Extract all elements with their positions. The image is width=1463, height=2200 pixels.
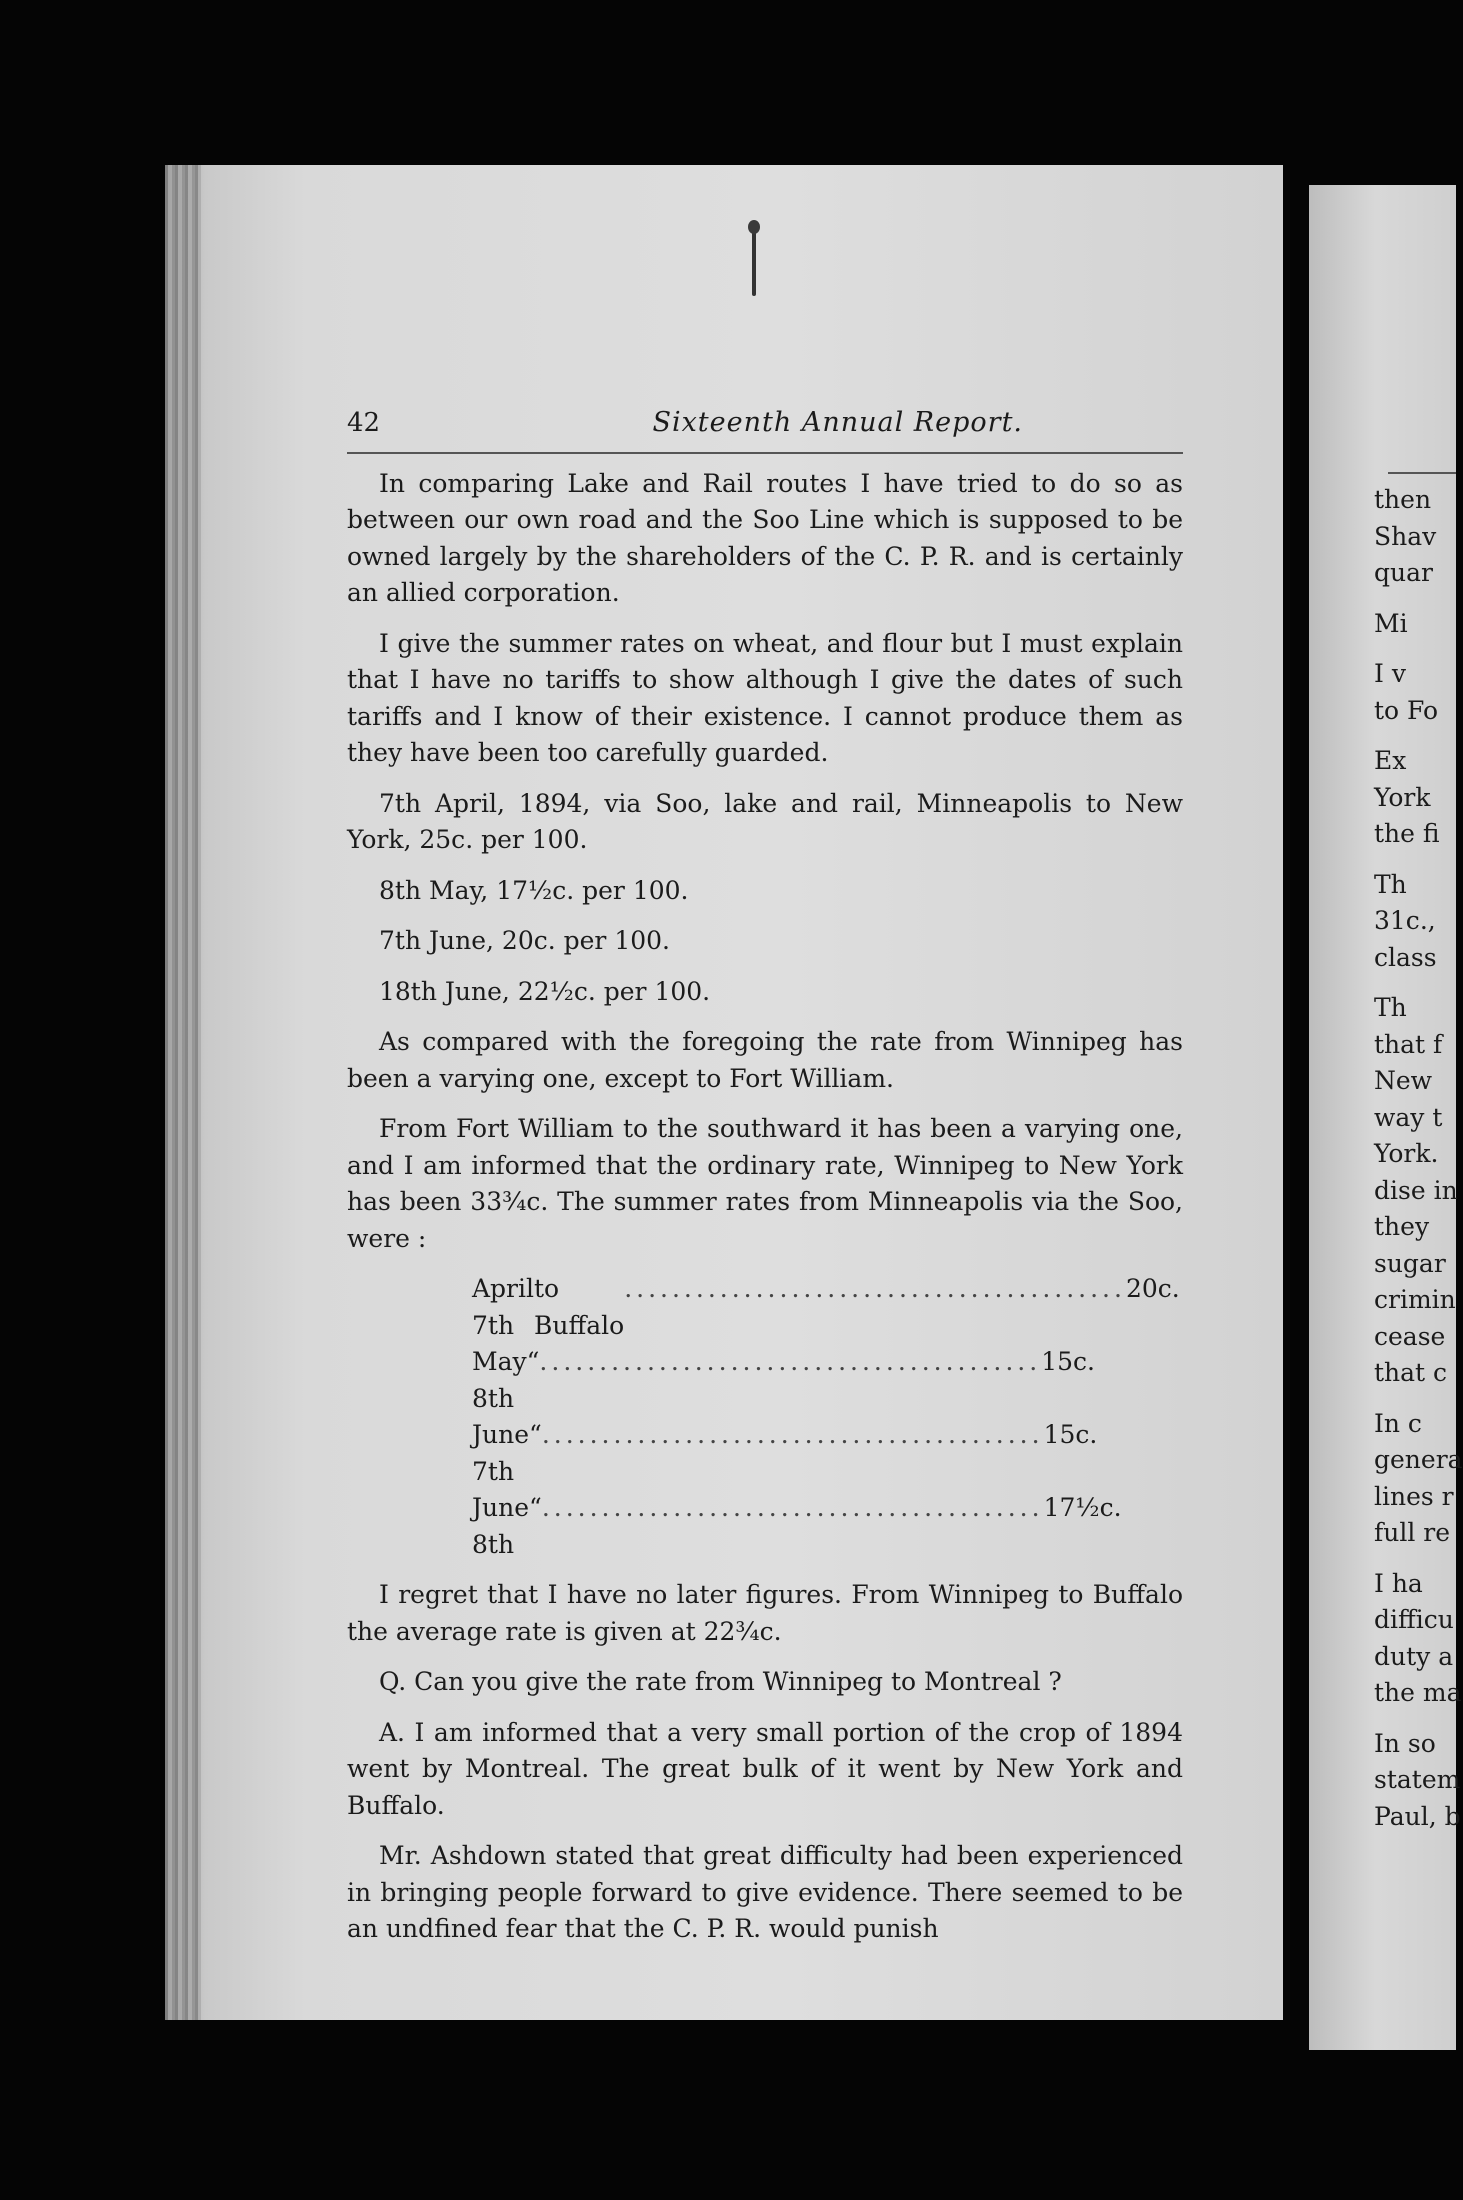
rate-destination: “ xyxy=(529,1493,542,1522)
paragraph: 7th April, 1894, via Soo, lake and rail, Minneapolis to New York, 25c. per 100. xyxy=(347,788,1183,854)
right-page-line: In so xyxy=(1374,1728,1436,1758)
ink-mark xyxy=(752,228,756,296)
rate-row xyxy=(472,1490,1122,1563)
rate-destination: “ xyxy=(529,1420,542,1449)
right-page-line: class xyxy=(1374,942,1437,972)
rate-row xyxy=(472,1417,1098,1490)
rate-value: 17½c. xyxy=(1043,1493,1122,1522)
page-text xyxy=(347,405,1183,1962)
rate-row xyxy=(472,1344,1095,1417)
right-page-line: way t xyxy=(1374,1102,1443,1132)
right-page-header-rule xyxy=(1388,472,1456,474)
rate-row xyxy=(472,1271,1180,1344)
right-page-line: the ma xyxy=(1374,1678,1462,1707)
right-page-line: cease xyxy=(1374,1321,1446,1351)
right-page-line: that c xyxy=(1374,1358,1448,1387)
paragraph: 8th May, 17½c. per 100. xyxy=(379,875,689,905)
rate-destination: “ xyxy=(526,1347,540,1376)
right-page-line: crimin xyxy=(1374,1285,1456,1314)
paragraph-gap xyxy=(1374,592,1456,606)
right-page-line: that f xyxy=(1374,1029,1443,1059)
paragraph: As compared with the foregoing the rate from Winnipeg has been a varying one, except to Fort William. xyxy=(347,1027,1183,1093)
right-page-line: Th xyxy=(1374,869,1407,899)
right-page-line: then xyxy=(1374,485,1432,514)
right-page-line: 31c., xyxy=(1374,906,1436,935)
paragraph-gap xyxy=(1374,642,1456,656)
running-header xyxy=(347,405,1183,454)
right-page-fragments xyxy=(1374,482,1463,1835)
paragraph-gap xyxy=(1374,853,1456,867)
rate-value: 15c. xyxy=(1043,1420,1098,1449)
paragraph-gap xyxy=(1374,729,1456,743)
paragraph: I regret that I have no later figures. From Winnipeg to Buffalo the average rate is given at 22¾c. xyxy=(347,1580,1183,1646)
right-page-line: Th xyxy=(1374,993,1407,1022)
right-page-line: I v xyxy=(1374,659,1406,688)
right-page-line: genera xyxy=(1374,1445,1463,1474)
dot-leader: .......................................... xyxy=(541,1493,1044,1522)
right-page-line: statem xyxy=(1374,1765,1461,1794)
rate-month: June 8th xyxy=(472,1493,530,1559)
right-page-line: full re xyxy=(1374,1518,1451,1547)
rate-month: May 8th xyxy=(472,1347,527,1413)
right-page-line: duty a xyxy=(1374,1641,1454,1671)
right-page-line: In c xyxy=(1374,1408,1422,1438)
running-title: Sixteenth Annual Report. xyxy=(652,407,1023,438)
paragraph: In comparing Lake and Rail routes I have tried to do so as between our own road and the Soo Line which is supposed to be owned largely by the shareholders of the C. P. R. and is certainly an allied corporation. xyxy=(347,468,1183,607)
right-page-line: York xyxy=(1374,782,1431,812)
rate-value: 15c. xyxy=(1041,1347,1095,1376)
answer: A. I am informed that a very small portion of the crop of 1894 went by Montreal. The great bulk of it went by New York and Buffalo. xyxy=(347,1717,1183,1820)
right-page-line: to Fo xyxy=(1374,695,1439,725)
right-page-line: sugar xyxy=(1374,1248,1446,1278)
rate-month: June 7th xyxy=(472,1420,530,1486)
rate-destination: to Buffalo xyxy=(534,1274,625,1340)
paragraph-gap xyxy=(1374,976,1456,990)
dot-leader: .......................................... xyxy=(541,1420,1044,1449)
question: Q. Can you give the rate from Winnipeg to Montreal ? xyxy=(379,1667,1062,1696)
right-page-line: New xyxy=(1374,1066,1433,1095)
paragraph-gap xyxy=(1374,1552,1456,1566)
rate-value: 20c. xyxy=(1125,1274,1180,1303)
right-page-line: they xyxy=(1374,1212,1430,1241)
right-page-line: Shav xyxy=(1374,521,1437,551)
right-page-line: difficu xyxy=(1374,1605,1454,1634)
right-page-line: Paul, b xyxy=(1374,1801,1461,1831)
paragraph: 18th June, 22½c. per 100. xyxy=(379,976,711,1006)
dot-leader: .......................................... xyxy=(539,1347,1042,1376)
paragraph-gap xyxy=(1374,1712,1456,1726)
right-page-line: I ha xyxy=(1374,1568,1423,1598)
right-page-line: lines r xyxy=(1374,1481,1454,1511)
paragraph: I give the summer rates on wheat, and flour but I must explain that I have no tariffs to show although I give the dates of such tariffs and I know of their existence. I cannot produce them as they have been too carefully guarded. xyxy=(347,628,1183,767)
right-page-line: quar xyxy=(1374,558,1433,587)
right-page-line: York. xyxy=(1374,1139,1439,1168)
paragraph: Mr. Ashdown stated that great difficulty had been experienced in bringing people forward to give evidence. There seemed to be an undfined fear that the C. P. R. would punish xyxy=(347,1841,1183,1943)
paragraph: 7th June, 20c. per 100. xyxy=(379,926,670,955)
paragraph: From Fort William to the southward it has been a varying one, and I am informed that the ordinary rate, Winnipeg to New York has been 33¾c. The summer rates from Minneapolis via the Soo, were : xyxy=(347,1114,1183,1253)
paragraph-gap xyxy=(1374,1392,1456,1406)
rates-table xyxy=(472,1271,1180,1563)
right-page-line: Ex xyxy=(1374,746,1407,775)
dot-leader: .......................................... xyxy=(624,1274,1126,1303)
right-page-line: Mi xyxy=(1374,608,1408,638)
book-gutter xyxy=(1283,165,1309,2020)
right-page-line: dise in xyxy=(1374,1175,1458,1205)
right-page-line: the fi xyxy=(1374,819,1440,848)
rate-month: April 7th xyxy=(472,1274,534,1340)
page-number: 42 xyxy=(347,408,381,438)
